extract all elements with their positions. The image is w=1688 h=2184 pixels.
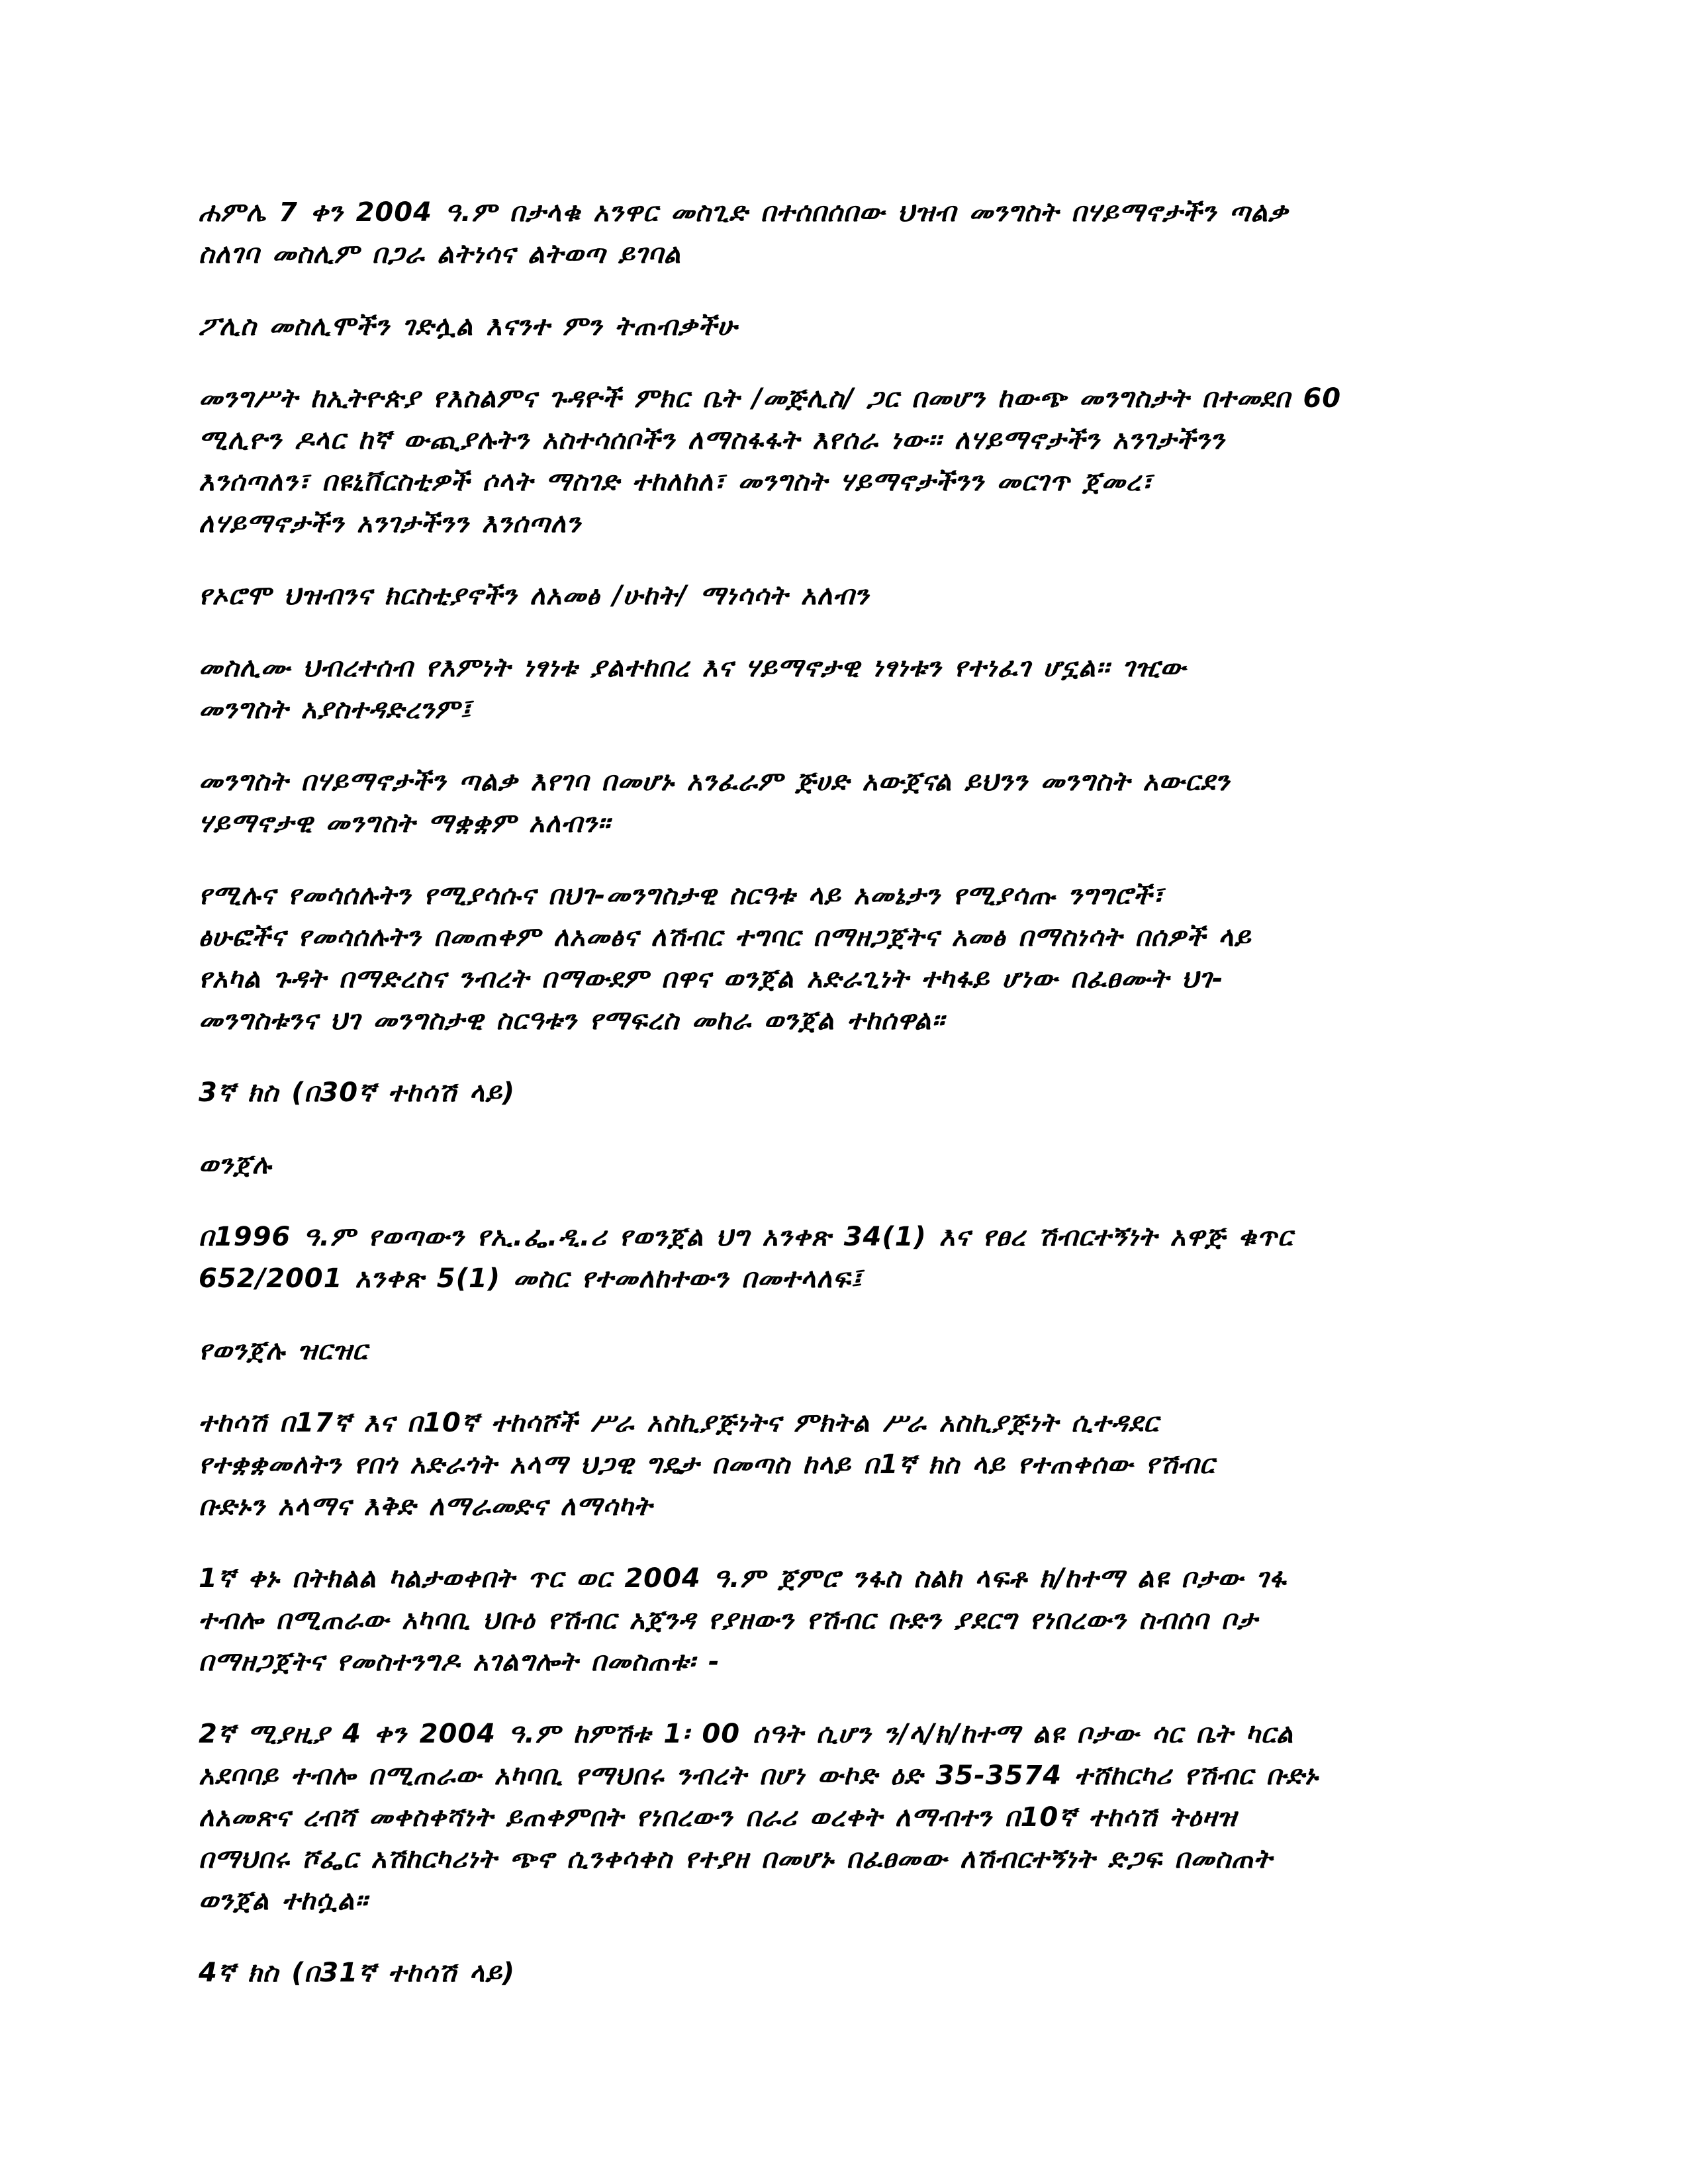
charge-3-heading: 3ኛ ክስ (በ30ኛ ተከሳሽ ላይ) xyxy=(199,1077,516,1108)
paragraph-4: የኦሮሞ ህዝብንና ክርስቲያኖችን ለአመፅ /ሁከት/ ማነሳሳት አለብን xyxy=(199,580,870,611)
paragraph-5: መስሊሙ ህብረተሰብ የእምነት ነፃነቱ ያልተከበረ እና ሃይማኖታዊ ነፃነቱን የተነፈገ ሆኗል፡፡ ገዢው መንግስት አያስተዳድረንም፤ xyxy=(199,653,1186,725)
paragraph-1: ሐምሌ 7 ቀን 2004 ዓ.ም በታላቁ አንዋር መስጊድ በተሰበሰበው ህዝብ መንግስት በሃይማኖታችን ጣልቃ ስለገባ መስሊም በጋራ ልትነሳና ልትወጣ ይገባል xyxy=(199,197,1289,269)
paragraph-3: መንግሥት ከኢትዮጵያ የእስልምና ጉዳዮች ምክር ቤት /መጅሊስ/ ጋር በመሆን ከውጭ መንግስታት በተመደበ 60 ሚሊዮን ዶላር ከኛ ውጪያሉትን አስተሳሰቦችን ለማስፋፋት እየሰራ ነው፡፡ ለሃይማኖታችን አንገታችንን እንሰጣለን፣ በዩኒቨርስቲዎች ሶላት ማስገድ ተከለከለ፣ መንግስት ሃይማኖታችንን መርገጥ ጀመረ፣ ለሃይማኖታችን አንገታችንን እንሰጣለን xyxy=(199,383,1342,539)
paragraph-14: 2ኛ ሚያዚያ 4 ቀን 2004 ዓ.ም ከምሽቱ 1፡ 00 ሰዓት ሲሆን ን/ላ/ክ/ከተማ ልዩ ቦታው ሳር ቤት ካርል አደባባይ ተብሎ በሚጠራው አካባቢ የማህበሩ ንብረት በሆነ ውኮድ ዕድ 35-3574 ተሸከርካሪ የሽብር ቡድኑ ለአመጽና ረብሻ መቀስቀሻነት ይጠቀምበት የነበረውን በራሪ ወረቀት ለማብተን በ10ኛ ተከሳሽ ትዕዛዝ በማህበሩ ሾፌር አሽከርካሪነት ጭኖ ሲንቀሳቀስ የተያዘ በመሆኑ በፈፀመው ለሽብርተኝነት ድጋፍ በመስጠት ወንጀል ተከሷል። xyxy=(199,1719,1319,1916)
offence-heading: ወንጀሉ xyxy=(199,1150,272,1180)
document-page xyxy=(199,192,1489,2025)
charge-4-heading: 4ኛ ክስ (በ31ኛ ተከሳሽ ላይ) xyxy=(199,1958,516,1988)
paragraph-2: ፖሊስ መስሊሞችን ገድሏል እናንተ ምን ትጠብቃችሁ xyxy=(199,311,738,341)
paragraph-12: ተከሳሽ በ17ኛ እና በ10ኛ ተከሳሾች ሥራ አስኪያጅነትና ምክትል ሥራ አስኪያጅነት ሲተዳደር የተቋቋመለትን የበጎ አድራጎት አላማ ህጋዊ ግዴታ በመጣስ ከላይ በ1ኛ ክስ ላይ የተጠቀሰው የሽብር ቡድኑን አላማና እቅድ ለማራመድና ለማሳካት xyxy=(199,1408,1215,1522)
paragraph-10: በ1996 ዓ.ም የወጣውን የኢ.ፌ.ዲ.ሪ የወንጀል ህግ አንቀጽ 34(1) እና የፀረ ሽብርተኝነት አዋጅ ቁጥር 652/2001 አንቀጽ 5(1) መስር የተመለከተውን በመተላለፍ፤ xyxy=(199,1222,1293,1294)
offence-details-heading: የወንጀሉ ዝርዝር xyxy=(199,1336,368,1366)
paragraph-13: 1ኛ ቀኑ በትክልል ካልታወቀበት ጥር ወር 2004 ዓ.ም ጀምሮ ንፋስ ስልክ ላፍቶ ክ/ከተማ ልዩ ቦታው ገፋ ተብሎ በሚጠራው አካባቢ ህቡዕ የሽብር አጀንዳ የያዘውን የሽብር ቡድን ያደርግ የነበረውን ስብሰባ ቦታ በማዘጋጀትና የመስተንግዶ አገልግሎት በመስጠቱ፡ - xyxy=(199,1563,1287,1677)
paragraph-7: የሚሉና የመሳሰሉትን የሚያሳሱና በህገ-መንግስታዊ ስርዓቱ ላይ አመኔታን የሚያሳጡ ንግግሮች፣ ፅሁፎችና የመሳሰሉትን በመጠቀም ለአመፅና ለሽብር ተግባር በማዘጋጀትና አመፅ በማስነሳት በሰዎች ላይ የአካል ጉዳት በማድረስና ንብረት በማውደም በዋና ወንጀል አድራጊነት ተካፋይ ሆነው በፈፀሙት ህገ- መንግስቱንና ህገ መንግስታዊ ስርዓቱን የማፍረስ መከራ ወንጀል ተከሰዋል። xyxy=(199,880,1252,1036)
paragraph-6: መንግስት በሃይማኖታችን ጣልቃ እየገባ በመሆኑ አንፈራም ጅሀድ አውጀናል ይህንን መንግስት አውርደን ሃይማኖታዊ መንግስት ማቋቋም አለብን። xyxy=(199,766,1231,839)
